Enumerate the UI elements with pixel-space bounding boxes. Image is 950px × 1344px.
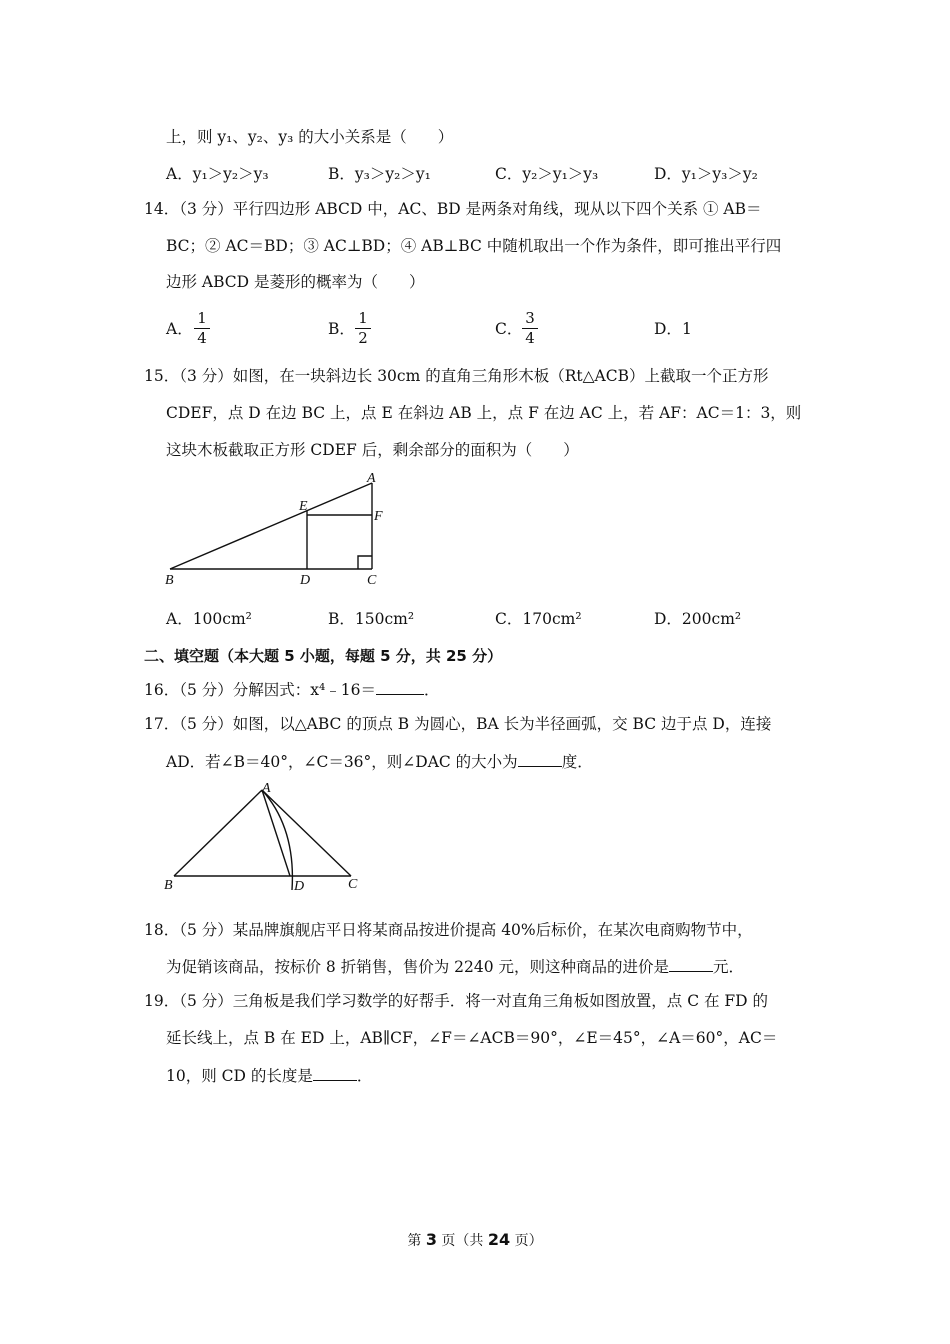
q15-option-a: A．100cm²: [166, 610, 252, 628]
q17-line-2-end: 度．: [561, 753, 593, 771]
fraction-numerator: 1: [358, 309, 368, 327]
right-angle-mark: [358, 556, 372, 569]
fraction-denominator: 4: [525, 329, 535, 347]
q15-option-c: C．170cm²: [495, 610, 582, 628]
q13-option-c: C．y₂＞y₁＞y₃: [495, 165, 599, 183]
q13-option-b: B．y₃＞y₂＞y₁: [328, 165, 431, 183]
footer-total-pages: 24: [487, 1230, 511, 1249]
page-footer: [0, 1230, 950, 1250]
q19-line-3-text: 10，则 CD 的长度是: [166, 1067, 313, 1085]
fraction-numerator: 1: [197, 309, 207, 327]
label-b: B: [164, 878, 173, 893]
q18-line-2-end: 元．: [713, 958, 745, 976]
q13-option-d: D．y₁＞y₃＞y₂: [654, 165, 758, 183]
q17-line-2: [166, 752, 593, 772]
q14-option-d: [654, 319, 692, 339]
q14-option-d-label: D．: [654, 320, 682, 338]
footer-suffix: 页）: [510, 1233, 543, 1249]
q17-answer-blank[interactable]: [518, 752, 562, 767]
q14-option-c-fraction: [522, 310, 538, 347]
q19-line-2: 延长线上，点 B 在 ED 上，AB∥CF，∠F＝∠ACB＝90°，∠E＝45°，∠A＝60°，AC＝: [166, 1029, 778, 1047]
q13-option-a: A．y₁＞y₂＞y₃: [166, 165, 269, 183]
q14-option-d-value: 1: [681, 320, 692, 338]
label-f: F: [374, 509, 383, 524]
q13-tail: 上，则 y₁、y₂、y₃ 的大小关系是（ ）: [166, 128, 454, 146]
q16-line: [144, 680, 439, 700]
q15-line-2: CDEF，点 D 在边 BC 上，点 E 在斜边 AB 上，点 F 在边 AC 上，若 AF：AC＝1：3，则: [166, 404, 802, 422]
label-b: B: [165, 573, 174, 588]
label-d: D: [294, 879, 305, 894]
q18-line-2: [166, 957, 744, 977]
q19-answer-blank[interactable]: [313, 1066, 357, 1081]
label-a: A: [367, 471, 376, 486]
fraction-denominator: 2: [358, 329, 368, 347]
q15-line-3: 这块木板截取正方形 CDEF 后，剩余部分的面积为（ ）: [166, 441, 579, 459]
footer-page-number: 3: [425, 1230, 437, 1249]
q15-option-d: D．200cm²: [654, 610, 742, 628]
label-c: C: [367, 573, 377, 588]
q14-option-b-fraction: [355, 310, 371, 347]
q17-line-2-text: AD．若∠B＝40°，∠C＝36°，则∠DAC 的大小为: [166, 753, 518, 771]
q16-text: 16．（5 分）分解因式：x⁴﹣16＝: [144, 681, 376, 699]
segment-ab: [174, 790, 262, 876]
q14-line-2: BC；② AC＝BD；③ AC⊥BD；④ AB⊥BC 中随机取出一个作为条件，即可推出平行四: [166, 237, 782, 255]
q17-triangle-figure: [158, 778, 378, 896]
q18-line-2-text: 为促销该商品，按标价 8 折销售，售价为 2240 元，则这种商品的进价是: [166, 958, 670, 976]
q19-line-3-end: ．: [356, 1067, 373, 1085]
label-c: C: [348, 877, 358, 892]
q16-answer-blank[interactable]: [376, 680, 424, 695]
q14-option-c-label: C．: [495, 320, 523, 338]
q14-option-a-label: A．: [166, 320, 193, 338]
q16-end: ．: [423, 681, 440, 699]
q18-answer-blank[interactable]: [669, 957, 713, 972]
q14-line-3: 边形 ABCD 是菱形的概率为（ ）: [166, 273, 425, 291]
label-a: A: [262, 781, 271, 796]
q18-line-1: 18．（5 分）某品牌旗舰店平日将某商品按进价提高 40%后标价，在某次电商购物节中，: [144, 921, 753, 939]
segment-ab: [170, 483, 372, 569]
q15-triangle-figure: [160, 470, 400, 590]
q14-option-b-label: B．: [328, 320, 355, 338]
section-2-heading: 二、填空题（本大题 5 小题，每题 5 分，共 25 分）: [144, 647, 503, 665]
q19-line-3: [166, 1066, 372, 1086]
q14-option-a-fraction: [194, 310, 210, 347]
q17-line-1: 17．（5 分）如图，以△ABC 的顶点 B 为圆心，BA 长为半径画弧，交 BC 边于点 D，连接: [144, 715, 772, 733]
q14-line-1: 14．（3 分）平行四边形 ABCD 中，AC、BD 是两条对角线，现从以下四个关系 ① AB＝: [144, 200, 762, 218]
q19-line-1: 19．（5 分）三角板是我们学习数学的好帮手．将一对直角三角板如图放置，点 C 在 FD 的: [144, 992, 769, 1010]
footer-middle: 页（共: [436, 1233, 488, 1249]
label-d: D: [300, 573, 311, 588]
q15-option-b: B．150cm²: [328, 610, 415, 628]
q15-line-1: 15．（3 分）如图，在一块斜边长 30cm 的直角三角形木板（Rt△ACB）上截取一个正方形: [144, 367, 769, 385]
fraction-numerator: 3: [525, 309, 535, 327]
footer-prefix: 第: [407, 1233, 426, 1249]
label-e: E: [299, 499, 308, 514]
fraction-denominator: 4: [197, 329, 207, 347]
